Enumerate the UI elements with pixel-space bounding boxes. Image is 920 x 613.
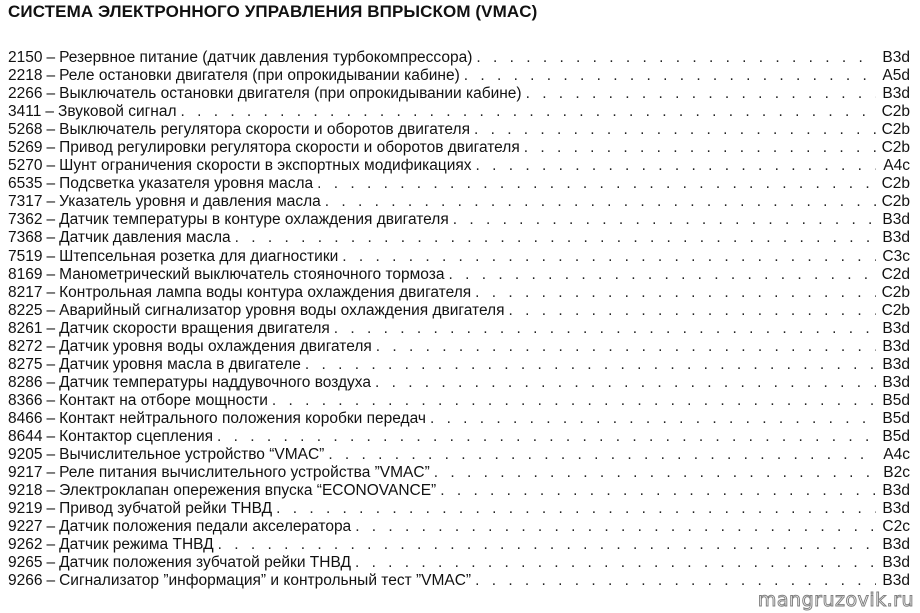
- dot-leader: [464, 67, 876, 85]
- list-item: [8, 356, 910, 374]
- separator-dash: –: [46, 554, 56, 572]
- separator-dash: –: [46, 482, 56, 500]
- list-item: [8, 139, 910, 157]
- dot-leader: [305, 356, 876, 374]
- component-description: Датчик температуры наддувочного воздуха: [59, 373, 371, 391]
- grid-reference: B3d: [882, 554, 910, 572]
- component-code: 5268: [8, 121, 43, 139]
- component-description: Датчик уровня масла в двигателе: [59, 355, 301, 373]
- separator-dash: –: [46, 67, 56, 85]
- dot-leader: [376, 338, 876, 356]
- separator-dash: –: [46, 391, 56, 409]
- list-item: [8, 103, 910, 121]
- component-description: Контрольная лампа воды контура охлаждения двигателя: [59, 283, 472, 301]
- separator-dash: –: [45, 103, 54, 121]
- list-item: [8, 410, 910, 428]
- component-code: 8275: [8, 355, 43, 373]
- separator-dash: –: [46, 464, 56, 482]
- component-description: Манометрический выключатель стояночного тормоза: [59, 265, 445, 283]
- component-description: Контактор сцепления: [59, 427, 214, 445]
- component-description: Указатель уровня и давления масла: [59, 193, 321, 211]
- dot-leader: [328, 446, 876, 464]
- component-code: 9262: [8, 536, 43, 554]
- component-code: 8169: [8, 265, 43, 283]
- list-item: [8, 49, 910, 67]
- separator-dash: –: [46, 85, 56, 103]
- grid-reference: A4c: [883, 446, 910, 464]
- grid-reference: C2d: [881, 265, 910, 283]
- grid-reference: B2c: [883, 464, 910, 482]
- index-list: [8, 49, 910, 590]
- grid-reference: C2b: [881, 139, 910, 157]
- grid-reference: B3d: [882, 536, 910, 554]
- component-description: Контакт нейтрального положения коробки передач: [59, 409, 426, 427]
- dot-leader: [334, 320, 876, 338]
- grid-reference: B5d: [882, 427, 910, 445]
- grid-reference: B3d: [882, 500, 910, 518]
- grid-reference: B3d: [882, 85, 910, 103]
- separator-dash: –: [46, 211, 56, 229]
- dot-leader: [440, 482, 876, 500]
- separator-dash: –: [46, 409, 56, 427]
- component-description: Датчик давления масла: [59, 229, 231, 247]
- list-item: [8, 193, 910, 211]
- dot-leader: [355, 554, 876, 572]
- grid-reference: B3d: [882, 49, 910, 66]
- dot-leader: [448, 266, 876, 284]
- component-code: 9205: [8, 446, 43, 464]
- dot-leader: [476, 49, 876, 67]
- component-code: 2266: [8, 85, 43, 103]
- page-title: СИСТЕМА ЭЛЕКТРОННОГО УПРАВЛЕНИЯ ВПРЫСКОМ (VMAC): [8, 2, 538, 21]
- list-item: [8, 446, 910, 464]
- component-description: Электроклапан опережения впуска “ECONOVANCE”: [59, 482, 437, 500]
- grid-reference: B3d: [882, 373, 910, 391]
- separator-dash: –: [46, 536, 56, 554]
- dot-leader: [272, 392, 876, 410]
- component-code: 5269: [8, 139, 43, 157]
- grid-reference: B3d: [882, 319, 910, 337]
- list-item: [8, 464, 910, 482]
- dot-leader: [474, 121, 876, 139]
- list-item: [8, 500, 910, 518]
- grid-reference: C3c: [882, 247, 910, 265]
- dot-leader: [217, 428, 876, 446]
- list-item: [8, 85, 910, 103]
- list-item: [8, 67, 910, 85]
- component-code: 8272: [8, 337, 43, 355]
- component-code: 7317: [8, 193, 43, 211]
- separator-dash: –: [46, 500, 56, 518]
- component-description: Датчик уровня воды охлаждения двигателя: [59, 337, 372, 355]
- grid-reference: B3d: [882, 337, 910, 355]
- list-item: [8, 157, 910, 175]
- separator-dash: –: [46, 157, 56, 175]
- separator-dash: –: [46, 229, 56, 247]
- list-item: [8, 428, 910, 446]
- grid-reference: B3d: [882, 355, 910, 373]
- component-description: Датчик режима ТНВД: [59, 536, 214, 554]
- dot-leader: [526, 85, 876, 103]
- dot-leader: [430, 410, 876, 428]
- component-code: 7519: [8, 247, 43, 265]
- dot-leader: [475, 284, 876, 302]
- watermark: mangruzovik.ru: [757, 589, 914, 611]
- list-item: [8, 284, 910, 302]
- list-item: [8, 338, 910, 356]
- grid-reference: A5d: [882, 67, 910, 85]
- component-description: Реле остановки двигателя (при опрокидывании кабине): [59, 67, 460, 85]
- component-code: 9265: [8, 554, 43, 572]
- list-item: [8, 536, 910, 554]
- component-description: Привод регулировки регулятора скорости и оборотов двигателя: [59, 139, 520, 157]
- grid-reference: B3d: [882, 229, 910, 247]
- component-description: Датчик положения педали акселератора: [59, 518, 352, 536]
- component-description: Шунт ограничения скорости в экспортных модификациях: [59, 157, 472, 175]
- list-item: [8, 572, 910, 590]
- separator-dash: –: [46, 247, 56, 265]
- grid-reference: C2b: [881, 175, 910, 193]
- dot-leader: [524, 139, 876, 157]
- list-item: [8, 554, 910, 572]
- component-description: Датчик положения зубчатой рейки ТНВД: [59, 554, 351, 572]
- component-description: Сигнализатор ”информация” и контрольный тест ”VMAC”: [59, 572, 472, 590]
- grid-reference: B3d: [882, 572, 910, 590]
- component-description: Реле питания вычислительного устройства ”VMAC”: [59, 464, 430, 482]
- grid-reference: C2b: [881, 283, 910, 301]
- component-code: 5270: [8, 157, 43, 175]
- component-code: 9217: [8, 464, 43, 482]
- list-item: [8, 482, 910, 500]
- component-description: Аварийный сигнализатор уровня воды охлаждения двигателя: [59, 301, 505, 319]
- component-code: 9266: [8, 572, 43, 590]
- component-code: 8644: [8, 427, 43, 445]
- component-description: Звуковой сигнал: [57, 103, 177, 121]
- separator-dash: –: [46, 572, 56, 590]
- dot-leader: [355, 518, 876, 536]
- separator-dash: –: [46, 518, 56, 536]
- component-description: Привод зубчатой рейки ТНВД: [59, 500, 273, 518]
- list-item: [8, 266, 910, 284]
- dot-leader: [434, 464, 876, 482]
- separator-dash: –: [46, 355, 56, 373]
- separator-dash: –: [46, 337, 56, 355]
- list-item: [8, 374, 910, 392]
- dot-leader: [180, 103, 876, 121]
- dot-leader: [235, 229, 876, 247]
- dot-leader: [375, 374, 876, 392]
- component-code: 8466: [8, 409, 43, 427]
- grid-reference: C2b: [881, 193, 910, 211]
- component-code: 2218: [8, 67, 43, 85]
- separator-dash: –: [46, 319, 56, 337]
- list-item: [8, 229, 910, 247]
- component-description: Вычислительное устройство “VMAC”: [59, 446, 325, 464]
- separator-dash: –: [46, 193, 56, 211]
- grid-reference: C2c: [882, 518, 910, 536]
- component-description: Выключатель регулятора скорости и оборотов двигателя: [59, 121, 470, 139]
- dot-leader: [325, 193, 876, 211]
- list-item: [8, 518, 910, 536]
- separator-dash: –: [46, 121, 56, 139]
- dot-leader: [453, 211, 876, 229]
- separator-dash: –: [46, 139, 56, 157]
- component-code: 8261: [8, 319, 43, 337]
- dot-leader: [317, 175, 876, 193]
- component-code: 8225: [8, 301, 43, 319]
- grid-reference: B5d: [882, 409, 910, 427]
- list-item: [8, 392, 910, 410]
- separator-dash: –: [46, 301, 56, 319]
- component-description: Резервное питание (датчик давления турбокомпрессора): [59, 49, 473, 66]
- grid-reference: B3d: [882, 482, 910, 500]
- component-description: Датчик температуры в контуре охлаждения двигателя: [59, 211, 449, 229]
- list-item: [8, 320, 910, 338]
- separator-dash: –: [46, 49, 56, 66]
- separator-dash: –: [46, 283, 56, 301]
- separator-dash: –: [46, 373, 56, 391]
- component-code: 9219: [8, 500, 43, 518]
- separator-dash: –: [46, 265, 56, 283]
- component-description: Датчик скорости вращения двигателя: [59, 319, 330, 337]
- grid-reference: B5d: [882, 391, 910, 409]
- list-item: [8, 302, 910, 320]
- separator-dash: –: [46, 175, 56, 193]
- dot-leader: [218, 536, 876, 554]
- grid-reference: B3d: [882, 211, 910, 229]
- component-code: 8366: [8, 391, 43, 409]
- component-code: 6535: [8, 175, 43, 193]
- component-code: 8217: [8, 283, 43, 301]
- list-item: [8, 121, 910, 139]
- component-code: 3411: [8, 103, 42, 121]
- list-item: [8, 211, 910, 229]
- component-description: Контакт на отборе мощности: [59, 391, 268, 409]
- grid-reference: C2b: [881, 301, 910, 319]
- component-code: 7362: [8, 211, 43, 229]
- dot-leader: [342, 248, 876, 266]
- component-code: 9218: [8, 482, 43, 500]
- component-code: 9227: [8, 518, 43, 536]
- dot-leader: [276, 500, 876, 518]
- list-item: [8, 248, 910, 266]
- component-code: 7368: [8, 229, 43, 247]
- dot-leader: [475, 572, 876, 590]
- separator-dash: –: [46, 427, 56, 445]
- component-code: 8286: [8, 373, 43, 391]
- component-description: Подсветка указателя уровня масла: [59, 175, 314, 193]
- component-code: 2150: [8, 49, 43, 66]
- grid-reference: C2b: [881, 103, 910, 121]
- component-description: Штепсельная розетка для диагностики: [59, 247, 339, 265]
- dot-leader: [509, 302, 877, 320]
- component-description: Выключатель остановки двигателя (при опрокидывании кабине): [59, 85, 522, 103]
- grid-reference: C2b: [881, 121, 910, 139]
- separator-dash: –: [46, 446, 56, 464]
- list-item: [8, 175, 910, 193]
- grid-reference: A4c: [883, 157, 910, 175]
- dot-leader: [476, 157, 876, 175]
